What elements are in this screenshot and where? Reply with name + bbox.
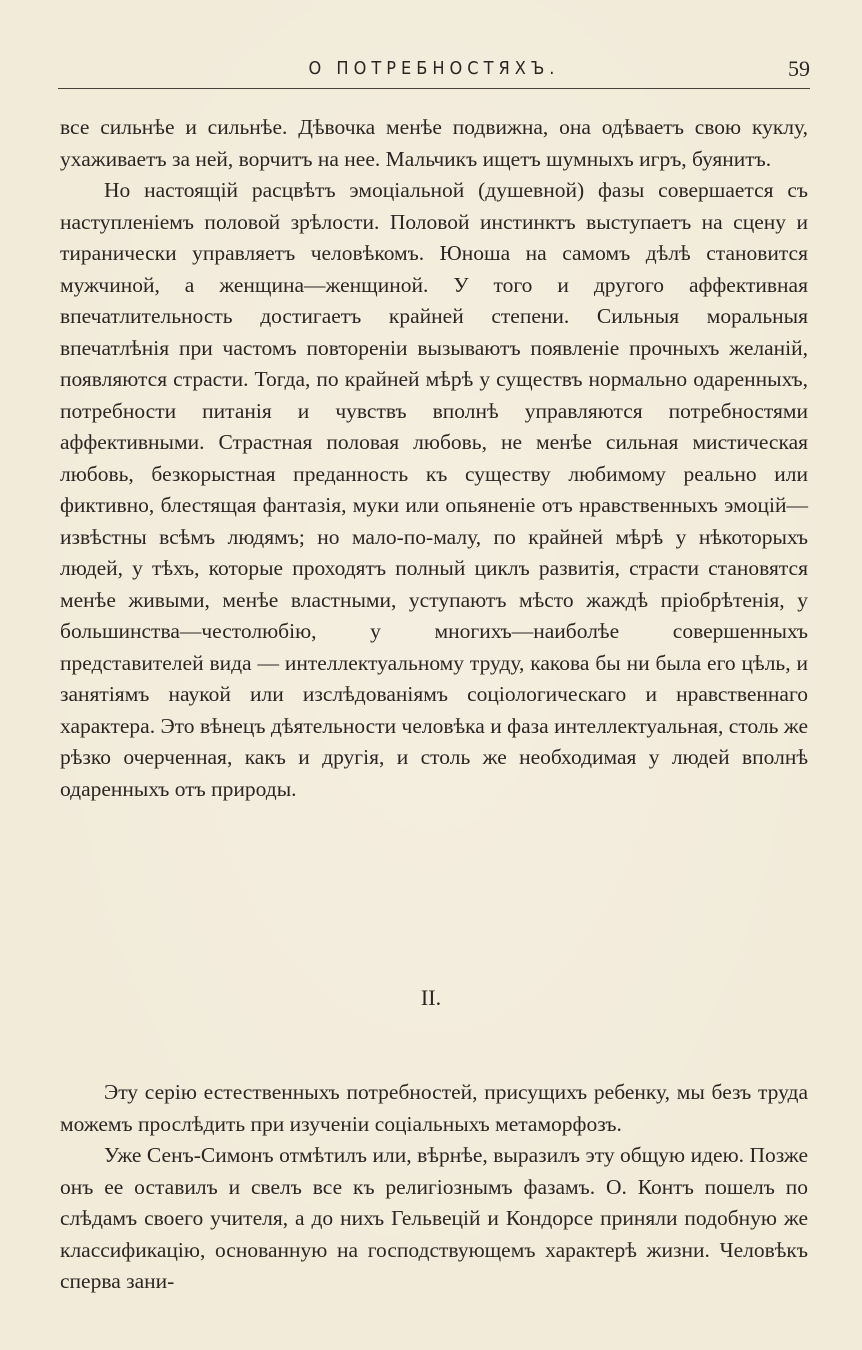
page-header bbox=[58, 54, 810, 88]
main-text bbox=[60, 112, 808, 805]
section-heading: II. bbox=[420, 985, 442, 1010]
paragraph: Уже Сенъ-Симонъ отмѣтилъ или, вѣрнѣе, выразилъ эту общую идею. Позже онъ ее оставилъ и свелъ все къ религіознымъ фазамъ. О. Контъ пошелъ по слѣдамъ своего учителя, а до нихъ Гельвецій и Кондорсе приняли подобную же классификацію, основанную на господствующемъ характерѣ жизни. Человѣкъ сперва зани- bbox=[60, 1143, 808, 1293]
paragraph: Но настоящій расцвѣтъ эмоціальной (душевной) фазы совершается съ наступленіемъ половой зрѣлости. Половой инстинктъ выступаетъ на сцену и тиранически управляетъ человѣкомъ. Юноша на самомъ дѣлѣ становится мужчиной, а женщина—женщиной. У того и другого аффективная впечатлительность достигаетъ крайней степени. Сильныя моральныя впечатлѣнія при частомъ повтореніи вызываютъ появленіе прочныхъ желаній, появляются страсти. Тогда, по крайней мѣрѣ у существъ нормально одаренныхъ, потребности питанія и чувствъ вполнѣ управляются потребностями аффективными. Страстная половая любовь, не менѣе сильная мистическая любовь, безкорыстная преданность къ существу любимому реально или фиктивно, блестящая фантазія, муки или опьяненіе отъ нравственныхъ эмоцій—извѣстны всѣмъ людямъ; но мало-по-малу, по крайней мѣрѣ у нѣкоторыхъ людей, у тѣхъ, которые проходятъ полный циклъ развитія, страсти становятся менѣе живыми, менѣе властными, уступаютъ мѣсто жаждѣ пріобрѣтенія, у большинства—честолюбію, у многихъ—наиболѣе совершенныхъ представителей вида — интеллектуальному труду, какова бы ни была его цѣль, и занятіямъ наукой или изслѣдованіямъ соціологическаго и нравственнаго характера. Это вѣнецъ дѣятельности человѣка и фаза интеллектуальная, столь же рѣзко очерченная, какъ и другія, и столь же необходимая у людей вполнѣ одаренныхъ отъ природы. bbox=[60, 178, 808, 801]
paragraph-continued: все сильнѣе и сильнѣе. Дѣвочка менѣе подвижна, она одѣваетъ свою куклу, ухаживаетъ за ней, ворчитъ на нее. Мальчикъ ищетъ шумныхъ игръ, буянитъ. bbox=[60, 115, 808, 171]
page-number: 59 bbox=[788, 56, 810, 81]
running-title: О ПОТРЕБНОСТЯХЪ. bbox=[308, 58, 560, 79]
header-rule bbox=[58, 88, 810, 89]
section-text bbox=[60, 1077, 808, 1298]
paragraph: Эту серію естественныхъ потребностей, присущихъ ребенку, мы безъ труда можемъ прослѣдить при изученіи соціальныхъ метаморфозъ. bbox=[60, 1080, 808, 1136]
